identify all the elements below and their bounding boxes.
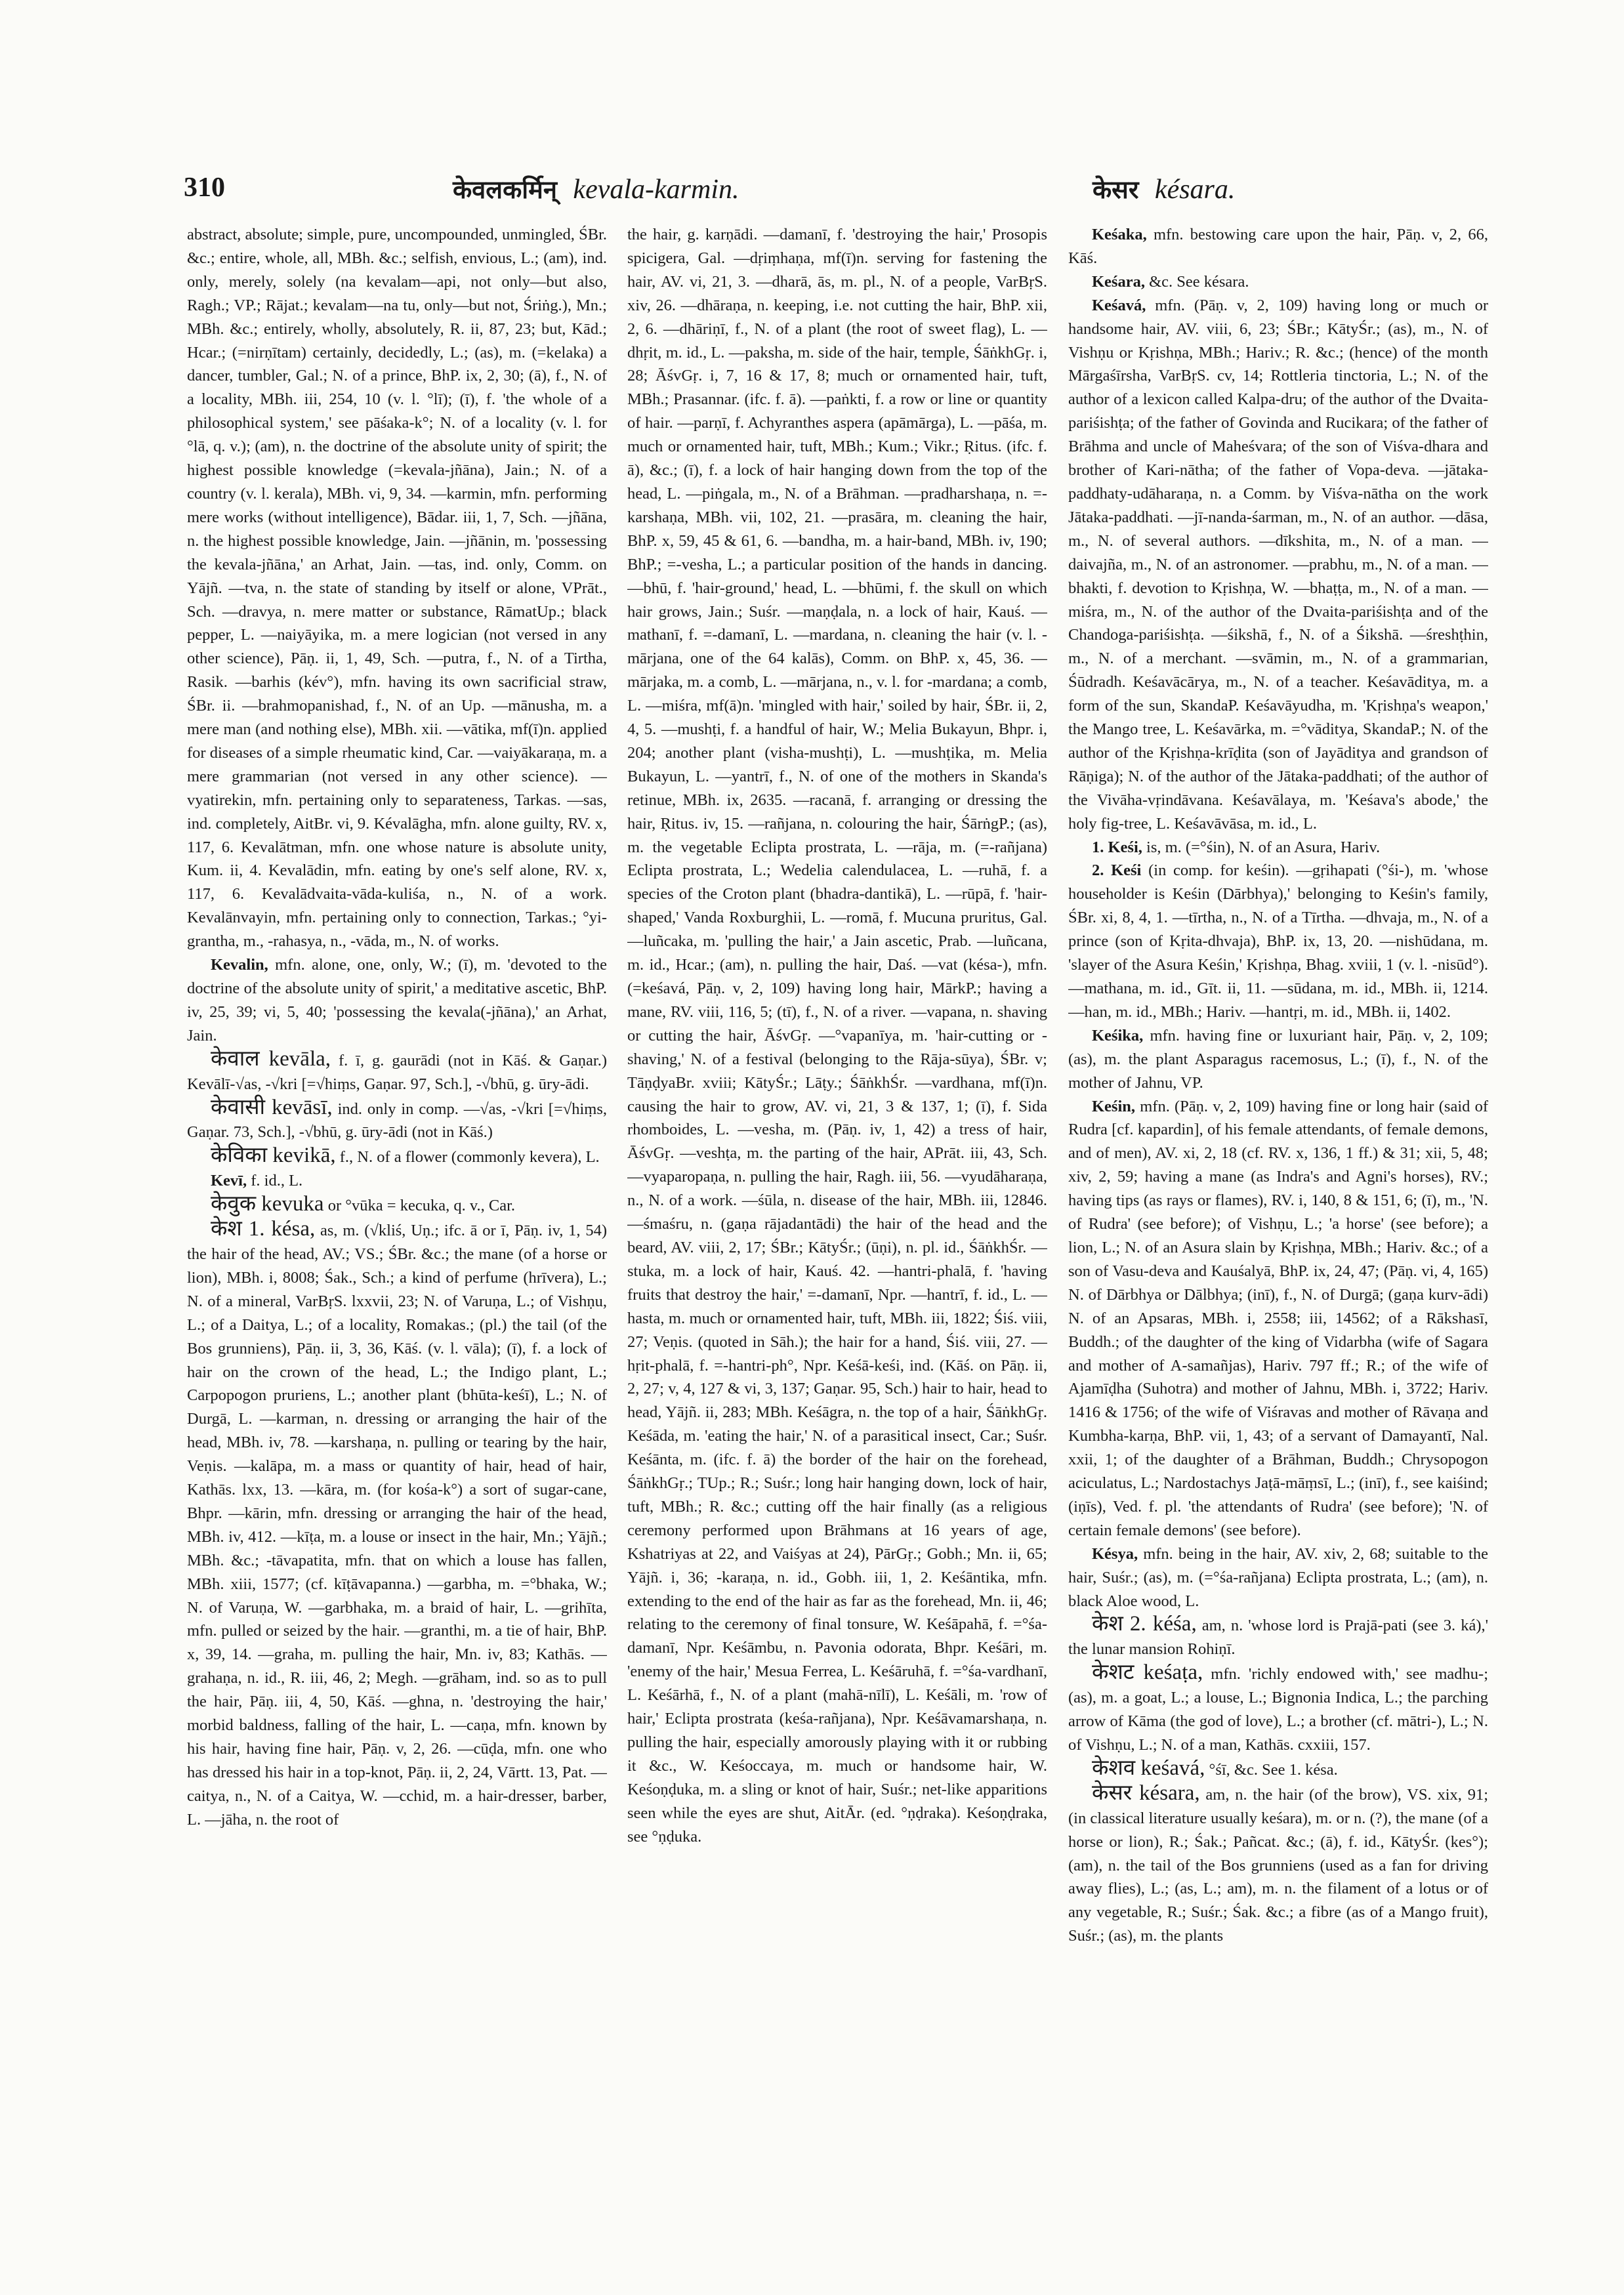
dictionary-entry [1068, 1095, 1488, 1542]
dictionary-entry [187, 1193, 607, 1218]
dictionary-entry [187, 1169, 607, 1193]
entry-headword: 2. Keśi [1092, 861, 1142, 880]
left-headword-devanagari: केवलकर्मिन् [453, 175, 557, 204]
left-headword-translit: kevala-karmin. [573, 175, 739, 205]
entry-headword: केश 2. kéśa, [1092, 1612, 1197, 1636]
right-running-head [1093, 172, 1235, 206]
entry-headword: Keśavá, [1092, 296, 1146, 314]
dictionary-entry [627, 223, 1047, 1849]
entry-text: f. id., L. [251, 1172, 303, 1190]
entry-text: &c. See késara. [1149, 272, 1249, 291]
entry-text: the hair, g. karṇādi. —damanī, f. 'destroying the hair,' Prosopis spicigera, Gal. —dṛiṃhaṇa, mf(ī)n. serving for fastening the hair, AV. vi, 21, 3. —dharā, ās, m. pl., N. of a people, VarBṛS. xiv, 26. —dhāraṇa, n. keeping, i.e. not cutting the hair, BhP. xii, 2, 6. —dhāriṇī, f., N. of a plant (the root of sweet flag), L. —dhṛit, m. id., L. —paksha, m. side of the hair, temple, ŚāṅkhGṛ. i, 28; ĀśvGṛ. i, 7, 16 & 17, 8; much or ornamented hair, tuft, MBh.; Prasannar. (ifc. f. ā). —paṅkti, f. a row or line or quantity of hair. —parṇī, f. Achyranthes aspera (apāmārga), L. —pāśa, m. much or ornamented hair, tuft, MBh.; Kum.; Vikr.; Ṛitus. (ifc. f. ā), &c.; (ī), f. a lock of hair hanging down from the top of the head, L. —piṅgala, m., N. of a Brāhman. —pradharshaṇa, n. =-karshaṇa, MBh. vii, 102, 21. —prasāra, m. cleaning the hair, BhP. x, 59, 45 & 61, 6. —bandha, m. a hair-band, MBh. iv, 190; BhP.; =-vesha, L.; a particular position of the hands in dancing. —bhū, f. 'hair-ground,' head, L. —bhūmi, f. the skull on which hair grows, Jain.; Suśr. —maṇḍala, n. a lock of hair, Kauś. —mathanī, f. =-damanī, L. —mardana, n. cleaning the hair (v. l. -mārjana, one of the 64 kalās), Comm. on BhP. x, 45, 36. —mārjaka, m. a comb, L. —mārjana, n., v. l. for -mardana; a comb, L. —miśra, mf(ā)n. 'mingled with hair,' soiled by hair, ŚBr. ii, 2, 4, 5. —mushṭi, f. a handful of hair, W.; Melia Bukayun, Bhpr. i, 204; another plant (visha-mushṭi), L. —mushṭika, m. Melia Bukayun, L. —yantrī, f., N. of one of the mothers in Skanda's retinue, MBh. ix, 2635. —racanā, f. arranging or dressing the hair, Ṛitus. iv, 15. —rañjana, n. colouring the hair, ŚārṅgP.; (as), m. the vegetable Eclipta prostrata, L. —rāja, m. (=-rañjana) Eclipta prostrata, L.; Wedelia calendulacea, L. —ruhā, f. a species of the Croton plant (bhadra-dantikā), L. —rūpā, f. 'hair-shaped,' Vanda Roxburghii, L. —romā, f. Mucuna pruritus, Gal. —luñcaka, m. 'pulling the hair,' a Jain ascetic, Prab. —luñcana, m. id., Hcar.; (am), n. pulling the hair, Daś. —vat (késa-), mfn. (=keśavá, Pāṇ. v, 2, 109) having long hair, MārkP.; having a mane, RV. viii, 116, 5; (tī), f., N. of a river. —vapana, n. shaving or cutting the hair, ĀśvGṛ. —°vapanīya, m. 'hair-cutting or -shaving,' N. of a festival (belonging to the Rāja-sūya), ŚBr. v; TāṇḍyaBr. xviii; KātyŚr.; Lāṭy.; ŚāṅkhŚr. —vardhana, mf(ī)n. causing the hair to grow, AV. vi, 21, 3 & 137, 1; (ī), f. Sida rhomboides, L. —vesha, m. (Pāṇ. iv, 1, 42) a tress of hair, ĀśvGṛ. —veshṭa, m. the parting of the hair, APrāt. iii, 43, Sch. —vyaparopaṇa, n. pulling the hair, Ragh. iii, 56. —vyudāharaṇa, n., N. of a work. —śūla, n. disease of the hair, MBh. iii, 12846. —śmaśru, n. (gaṇa rājadantādi) the hair of the head and the beard, AV. viii, 2, 17; ŚBr.; KātyŚr.; (ūṇi), n. pl. id., ŚāṅkhŚr. —stuka, m. a lock of hair, Kauś. 42. —hantri-phalā, f. 'having fruits that destroy the hair,' =-damanī, Npr. —hantrī, f. id., L. —hasta, m. much or ornamented hair, tuft, MBh. iii, 1822; Śiś. viii, 27; Veṇis. (quoted in Sāh.); the hair for a hand, Śiś. viii, 27. —hṛit-phalā, f. =-hantri-ph°, Npr. Keśā-keśi, ind. (Kāś. on Pāṇ. ii, 2, 27; v, 4, 127 & vi, 3, 137; Gaṇar. 95, Sch.) hair to hair, head to head, Yājñ. ii, 283; MBh. Keśāgra, n. the top of a hair, ŚāṅkhGṛ. Keśāda, m. 'eating the hair,' N. of a parasitical insect, Car.; Suśr. Keśānta, m. (ifc. f. ā) the border of the hair on the forehead, ŚāṅkhGṛ.; TUp.; R.; Suśr.; long hair hanging down, lock of hair, tuft, MBh.; R. &c.; cutting off the hair finally (as a religious ceremony performed upon Brāhmans at 16 years of age, Kshatriyas at 22, and Vaiśyas at 24), PārGṛ.; Gobh.; Mn. ii, 65; Yājñ. i, 36; -karaṇa, n. id., Gobh. iii, 1, 2. Keśāntika, mfn. extending to the end of the hair as far as the forehead, Mn. ii, 46; relating to the ceremony of final tonsure, W. Keśāpahā, f. =°śa-damanī, Npr. Keśāmbu, n. Pavonia odorata, Bhpr. Keśāri, m. 'enemy of the hair,' Mesua Ferrea, L. Keśāruhā, f. =°śa-vardhanī, L. Keśārhā, f., N. of a plant (mahā-nīlī), L. Keśāli, m. 'row of hair,' Eclipta prostrata (keśa-rañjana), Npr. Keśāvamarshaṇa, n. pulling the hair, especially amorously playing with it or rubbing it &c., W. Keśoccaya, m. much or handsome hair, W. Keśoṇḍuka, m. a sling or knot of hair, Suśr.; net-like apparitions seen while the eyes are shut, AitĀr. (ed. °ṇḍraka). Keśoṇḍraka, see °ṇḍuka. [627, 226, 1047, 1846]
entry-headword: केवासी kevāsī, [211, 1095, 333, 1119]
dictionary-entry [187, 223, 607, 953]
entry-text: mfn. having fine or luxuriant hair, Pāṇ. v, 2, 109; (as), m. the plant Asparagus racemosus, L.; (ī), f., N. of the mother of Jahnu, VP. [1068, 1026, 1488, 1092]
entry-headword: 1. Keśi, [1092, 838, 1142, 856]
dictionary-entry [187, 953, 607, 1048]
entry-text: am, n. 'whose lord is Prajā-pati (see 3. ká),' the lunar mansion Rohiṇī. [1068, 1617, 1488, 1659]
entry-text: mfn. alone, one, only, W.; (ī), m. 'devoted to the doctrine of the absolute unity of spirit,' a meditative ascetic, BhP. iv, 25, 39; vi, 5, 40; 'possessing the kevala(-jñāna),' an Arhat, Jain. [187, 956, 607, 1044]
dictionary-entry [1068, 1782, 1488, 1948]
entry-text: is, m. (=°śin), N. of an Asura, Hariv. [1146, 838, 1381, 856]
entry-text: mfn. being in the hair, AV. xiv, 2, 68; suitable to the hair, Suśr.; (as), m. (=°śa-rañjana) Eclipta prostrata, L.; (am), n. black Aloe wood, L. [1068, 1544, 1488, 1610]
entry-headword: Keśara, [1092, 272, 1145, 291]
page-header [177, 172, 1457, 218]
dictionary-entry [1068, 1024, 1488, 1095]
entry-text: (in comp. for keśin). —gṛihapati (°śi-), m. 'whose householder is Keśin (Dārbhya),' belonging to Keśin's family, ŚBr. xi, 8, 4, 1. —tīrtha, n., N. of a Tīrtha. —dhvaja, m., N. of a prince (son of Kṛita-dhvaja), BhP. ix, 13, 20. —nishūdana, m. 'slayer of the Asura Keśin,' Kṛishṇa, Bhag. xviii, 1 (v. l. -nisūd°). —mathana, m. id., Gīt. ii, 11. —sūdana, m. id., MBh. ii, 1214. —han, m. id., MBh.; Hariv. —hantṛi, m. id., MBh. ii, 1402. [1068, 861, 1488, 1021]
dictionary-entry [1068, 223, 1488, 270]
entry-text: as, m. (√kliś, Uṇ.; ifc. ā or ī, Pāṇ. iv, 1, 54) the hair of the head, AV.; VS.; ŚBr. &c.; the mane (of a horse or lion), MBh. i, 8008; Śak., Sch.; a kind of perfume (hrīvera), L.; N. of a mineral, VarBṛS. lxxvii, 23; N. of Varuṇa, L.; of Vishṇu, L.; of a Daitya, L.; of a locality, Romakas.; (pl.) the tail (of the Bos grunniens), Pāṇ. ii, 3, 36, Kāś. (v. l. vāla); (ī), f. a lock of hair on the crown of the head, L.; the Indigo plant, L.; Carpopogon pruriens, L.; another plant (bhūta-keśī), L.; N. of Durgā, L. —karman, n. dressing or arranging the hair of the head, MBh. iv, 78. —karshaṇa, n. pulling or tearing by the hair, Veṇis. —kalāpa, m. a mass or quantity of hair, head of hair, Kathās. lxx, 13. —kāra, m. (for kośa-k°) a sort of sugar-cane, Bhpr. —kārin, mfn. dressing or arranging the hair of the head, MBh. iv, 412. —kīṭa, m. a louse or insect in the hair, Mn.; Yājñ.; MBh. &c.; -tāvapatita, mfn. that on which a louse has fallen, MBh. xiii, 1577; (cf. kīṭāvapanna.) —garbha, m. =°bhaka, W.; N. of Varuṇa, W. —garbhaka, m. a braid of hair, L. —grihīta, mfn. pulled or seized by the hair. —granthi, m. a tie of hair, BhP. x, 39, 14. —graha, m. pulling the hair, Mn. iv, 83; Kathās. —grahaṇa, n. id., R. iii, 46, 2; Megh. —grāham, ind. so as to pull the hair, Pāṇ. iii, 4, 50, Kāś. —ghna, n. 'destroying the hair,' morbid baldness, falling of the hair, L. —caṇa, mfn. known by his hair, having fine hair, Pāṇ. v, 2, 26. —cūḍa, mfn. one who has dressed his hair in a top-knot, Pāṇ. ii, 2, 24, Vārtt. 13, Pat. —caitya, n., N. of a Caitya, W. —cchid, m. a hair-dresser, barber, L. —jāha, n. the root of [187, 1222, 607, 1829]
entry-headword: केशव keśavá, [1092, 1756, 1205, 1780]
dictionary-entry [1068, 836, 1488, 859]
entry-text: ind. only in comp. —√as, -√kri [=√hiṃs, Gaṇar. 73, Sch.], -√bhū, g. ūry-ādi (not in Kāś.) [187, 1100, 607, 1142]
entry-text: abstract, absolute; simple, pure, uncompounded, unmingled, ŚBr. &c.; entire, whole, all, MBh. &c.; selfish, envious, L.; (am), ind. only, merely, solely (na kevalam—api, not only—but also, Ragh.; VP.; Rājat.; kevalam—na tu, only—but not, Śriṅg.), Mn.; MBh. &c.; entirely, wholly, absolutely, R. ii, 87, 23; but, Kād.; Hcar.; (=nirṇītam) certainly, decidedly, L.; (as), m. (=kelaka) a dancer, tumbler, Gal.; N. of a prince, BhP. ix, 2, 30; (ā), f., N. of a locality, MBh. iii, 254, 10 (v. l. °lī); (ī), f. 'the whole of a philosophical system,' see pāśaka-k°; N. of a locality (v. l. for °lā, q. v.); (am), n. the doctrine of the absolute unity of spirit; the highest possible knowledge (=kevala-jñāna), Jain.; N. of a country (v. l. kerala), MBh. vi, 9, 34. —karmin, mfn. performing mere works (without intelligence), Bādar. iii, 1, 7, Sch. —jñāna, n. the highest possible knowledge, Jain. —jñānin, m. 'possessing the kevala-jñāna,' an Arhat, Jain. —tas, ind. only, Comm. on Yājñ. —tva, n. the state of standing by itself or alone, VPrāt., Sch. —dravya, n. mere matter or substance, RāmatUp.; black pepper, L. —naiyāyika, m. a mere logician (not versed in any other science), Pāṇ. ii, 1, 49, Sch. —putra, f., N. of a Tirtha, Rasik. —barhis (kév°), mfn. having its own sacrificial straw, ŚBr. ii. —brahmopanishad, f., N. of an Up. —mānusha, m. a mere man (and nothing else), MBh. xii. —vātika, mf(ī)n. applied for diseases of a simple rheumatic kind, Car. —vaiyākaraṇa, m. a mere grammarian (not versed in any other science). —vyatirekin, mfn. pertaining only to separateness, Tarkas. —sas, ind. completely, AitBr. vi, 9. Kévalāgha, mfn. alone guilty, RV. x, 117, 6. Kevalātman, mfn. one whose nature is absolute unity, Kum. ii, 4. Kevalādin, mfn. eating by one's self alone, RV. x, 117, 6. Kevalādvaita-vāda-kuliśa, n., N. of a work. Kevalānvayin, mfn. pertaining only to connection, Tarkas.; °yi-grantha, m., -rahasya, n., -vāda, m., N. of works. [187, 226, 607, 951]
column-3 [1068, 223, 1488, 2250]
entry-text: mfn. 'richly endowed with,' see madhu-; (as), m. a goat, L.; a louse, L.; Bignonia Indica, L.; the parching arrow of Kāma (the god of love), L.; a brother (cf. mātri-), L.; N. of Vishṇu, L.; N. of a man, Kathās. cxxiii, 157. [1068, 1665, 1488, 1754]
entry-text: mfn. (Pāṇ. v, 2, 109) having fine or long hair (said of Rudra [cf. kapardin], of his female attendants, of female demons, and of men), AV. xi, 2, 18 (cf. RV. x, 136, 1 ff.) & 31; xii, 5, 48; xiv, 2, 59; having a mane (as Indra's and Agni's horses), RV.; having tips (as rays or flames), RV. i, 140, 8 & 151, 6; (ī), m., 'N. of Rudra' (see before); of Vishṇu, L.; 'a horse' (see before); a lion, L.; N. of an Asura slain by Kṛishṇa, MBh.; Hariv. &c.; of a son of Vasu-deva and Kauśalyā, BhP. ix, 24, 47; (Pāṇ. vi, 4, 165) N. of Dārbhya or Dālbhya; (inī), f., N. of Durgā; (gaṇa kurv-ādi) N. of an Apsaras, MBh. i, 2558; iii, 14562; of a Rākshasī, Buddh.; of the daughter of the king of Vidarbha (wife of Sagara and mother of A-samañjas), Hariv. 797 ff.; R.; of the wife of Ajamīḍha (Suhotra) and mother of Jahnu, MBh. i, 3722; Hariv. 1416 & 1756; of the wife of Viśravas and mother of Rāvaṇa and Kumbha-karṇa, BhP. vii, 1, 43; of a servant of Damayantī, Nal. xxii, 1; of the daughter of a Brāhman, Buddh.; Chrysopogon aciculatus, L.; Nardostachys Jaṭā-māṃsī, L.; (inī), f., see kaiśind; (iṇīs), Ved. f. pl. 'the attendants of Rudra' (see before); 'N. of certain female demons' (see before). [1068, 1097, 1488, 1539]
page-number: 310 [184, 173, 225, 203]
entry-headword: Kevī, [211, 1172, 247, 1190]
dictionary-entry [187, 1096, 607, 1145]
entry-text: mfn. (Pāṇ. v, 2, 109) having long or much or handsome hair, AV. viii, 6, 23; ŚBr.; KātyŚr.; (as), m., N. of Vishṇu or Kṛishṇa, MBh.; Hariv.; R. &c.; (hence) of the month Mārgaśīrsha, VarBṛS. cv, 14; Rottleria tinctoria, L.; N. of the author of a lexicon called Kalpa-dru; of the author of the Dvaita-pariśishṭa; of the father of Govinda and Rucikara; of the father of Brāhma and uncle of Maheśvara; of the son of Viśva-dhara and brother of Kari-nātha; of the father of Vopa-deva. —jātaka-paddhaty-udāharaṇa, n. a Comm. by Viśva-nātha on the work Jātaka-paddhati. —jī-nanda-śarman, m., N. of an author. —dāsa, m., N. of several authors. —dīkshita, m., N. of a man. —daivajña, m., N. of an astronomer. —prabhu, m., N. of a man. —bhakti, f. devotion to Kṛishṇa, W. —bhaṭṭa, m., N. of a man. —miśra, m., N. of the author of the Dvaita-pariśishṭa and of the Chandoga-pariśishṭa. —śikshā, f., N. of a Śikshā. —śreshṭhin, m., N. of a merchant. —svāmin, m., N. of a grammarian, Śūdradh. Keśavācārya, m., N. of a teacher. Keśavāditya, m. a form of the sun, SkandaP. Keśavāyudha, m. 'Kṛishṇa's weapon,' the Mango tree, L. Keśavārka, m. =°vāditya, SkandaP.; N. of the author of the Kṛishṇa-krīḍita (son of Jayāditya and grandson of Rāṇiga); N. of the author of the Jātaka-paddhati; of the author of the Vivāha-vṛindāvana. Keśavālaya, m. 'Keśava's abode,' the holy fig-tree, L. Keśavāvāsa, m. id., L. [1068, 296, 1488, 833]
dictionary-entry [1068, 1757, 1488, 1782]
entry-text: am, n. the hair (of the brow), VS. xix, 91; (in classical literature usually keśara), m. or n. (?), the mane (of a horse or lion), R.; Śak.; Pañcat. &c.; (ā), f. id., KātyŚr. (kes°); (am), n. the tail of the Bos grunniens (used as a fan for driving away flies), L.; (as, L.; am), m. n. the filament of a lotus or of any vegetable, R.; Suśr.; Śak. &c.; a fibre (as of a Mango fruit), Suśr.; (as), m. the plants [1068, 1785, 1488, 1945]
entry-text: f., N. of a flower (commonly kevera), L. [339, 1148, 600, 1167]
entry-headword: केश 1. késa, [211, 1217, 316, 1241]
dictionary-entry [187, 1048, 607, 1096]
entry-headword: Keśaka, [1092, 226, 1147, 243]
left-running-head [453, 172, 739, 206]
dictionary-entry [1068, 1613, 1488, 1661]
entry-headword: केसर késara, [1092, 1781, 1200, 1805]
dictionary-entry [187, 1144, 607, 1169]
entry-headword: केवाल kevāla, [211, 1046, 331, 1071]
dictionary-entry [1068, 859, 1488, 1023]
entry-headword: केविका kevikā, [211, 1144, 336, 1168]
entry-headword: Keśin, [1092, 1097, 1136, 1115]
entry-headword: Késya, [1092, 1544, 1138, 1563]
dictionary-entry [1068, 270, 1488, 294]
dictionary-entry [187, 1218, 607, 1832]
entry-headword: केशट keśaṭa, [1092, 1661, 1203, 1685]
dictionary-entry [1068, 1661, 1488, 1757]
entry-headword: Kevalin, [211, 956, 268, 974]
column-2 [627, 223, 1047, 2250]
entry-text: or °vūka = kecuka, q. v., Car. [327, 1197, 516, 1215]
entry-text: °śī, &c. See 1. késa. [1209, 1760, 1338, 1779]
entry-headword: Keśika, [1092, 1026, 1144, 1044]
column-1 [187, 223, 607, 2250]
right-headword-devanagari: केसर [1093, 175, 1139, 204]
entry-text: mfn. bestowing care upon the hair, Pāṇ. v, 2, 66, Kāś. [1068, 226, 1488, 267]
dictionary-entry [1068, 1542, 1488, 1613]
entry-headword: केवुक kevuka [211, 1192, 324, 1216]
right-headword-translit: késara. [1154, 175, 1236, 205]
entry-text: f. ī, g. gaurādi (not in Kāś. & Gaṇar.) Kevālī-√as, -√kri [=√hiṃs, Gaṇar. 97, Sch.], -√bhū, g. ūry-ādi. [187, 1051, 607, 1093]
dictionary-entry [1068, 294, 1488, 836]
